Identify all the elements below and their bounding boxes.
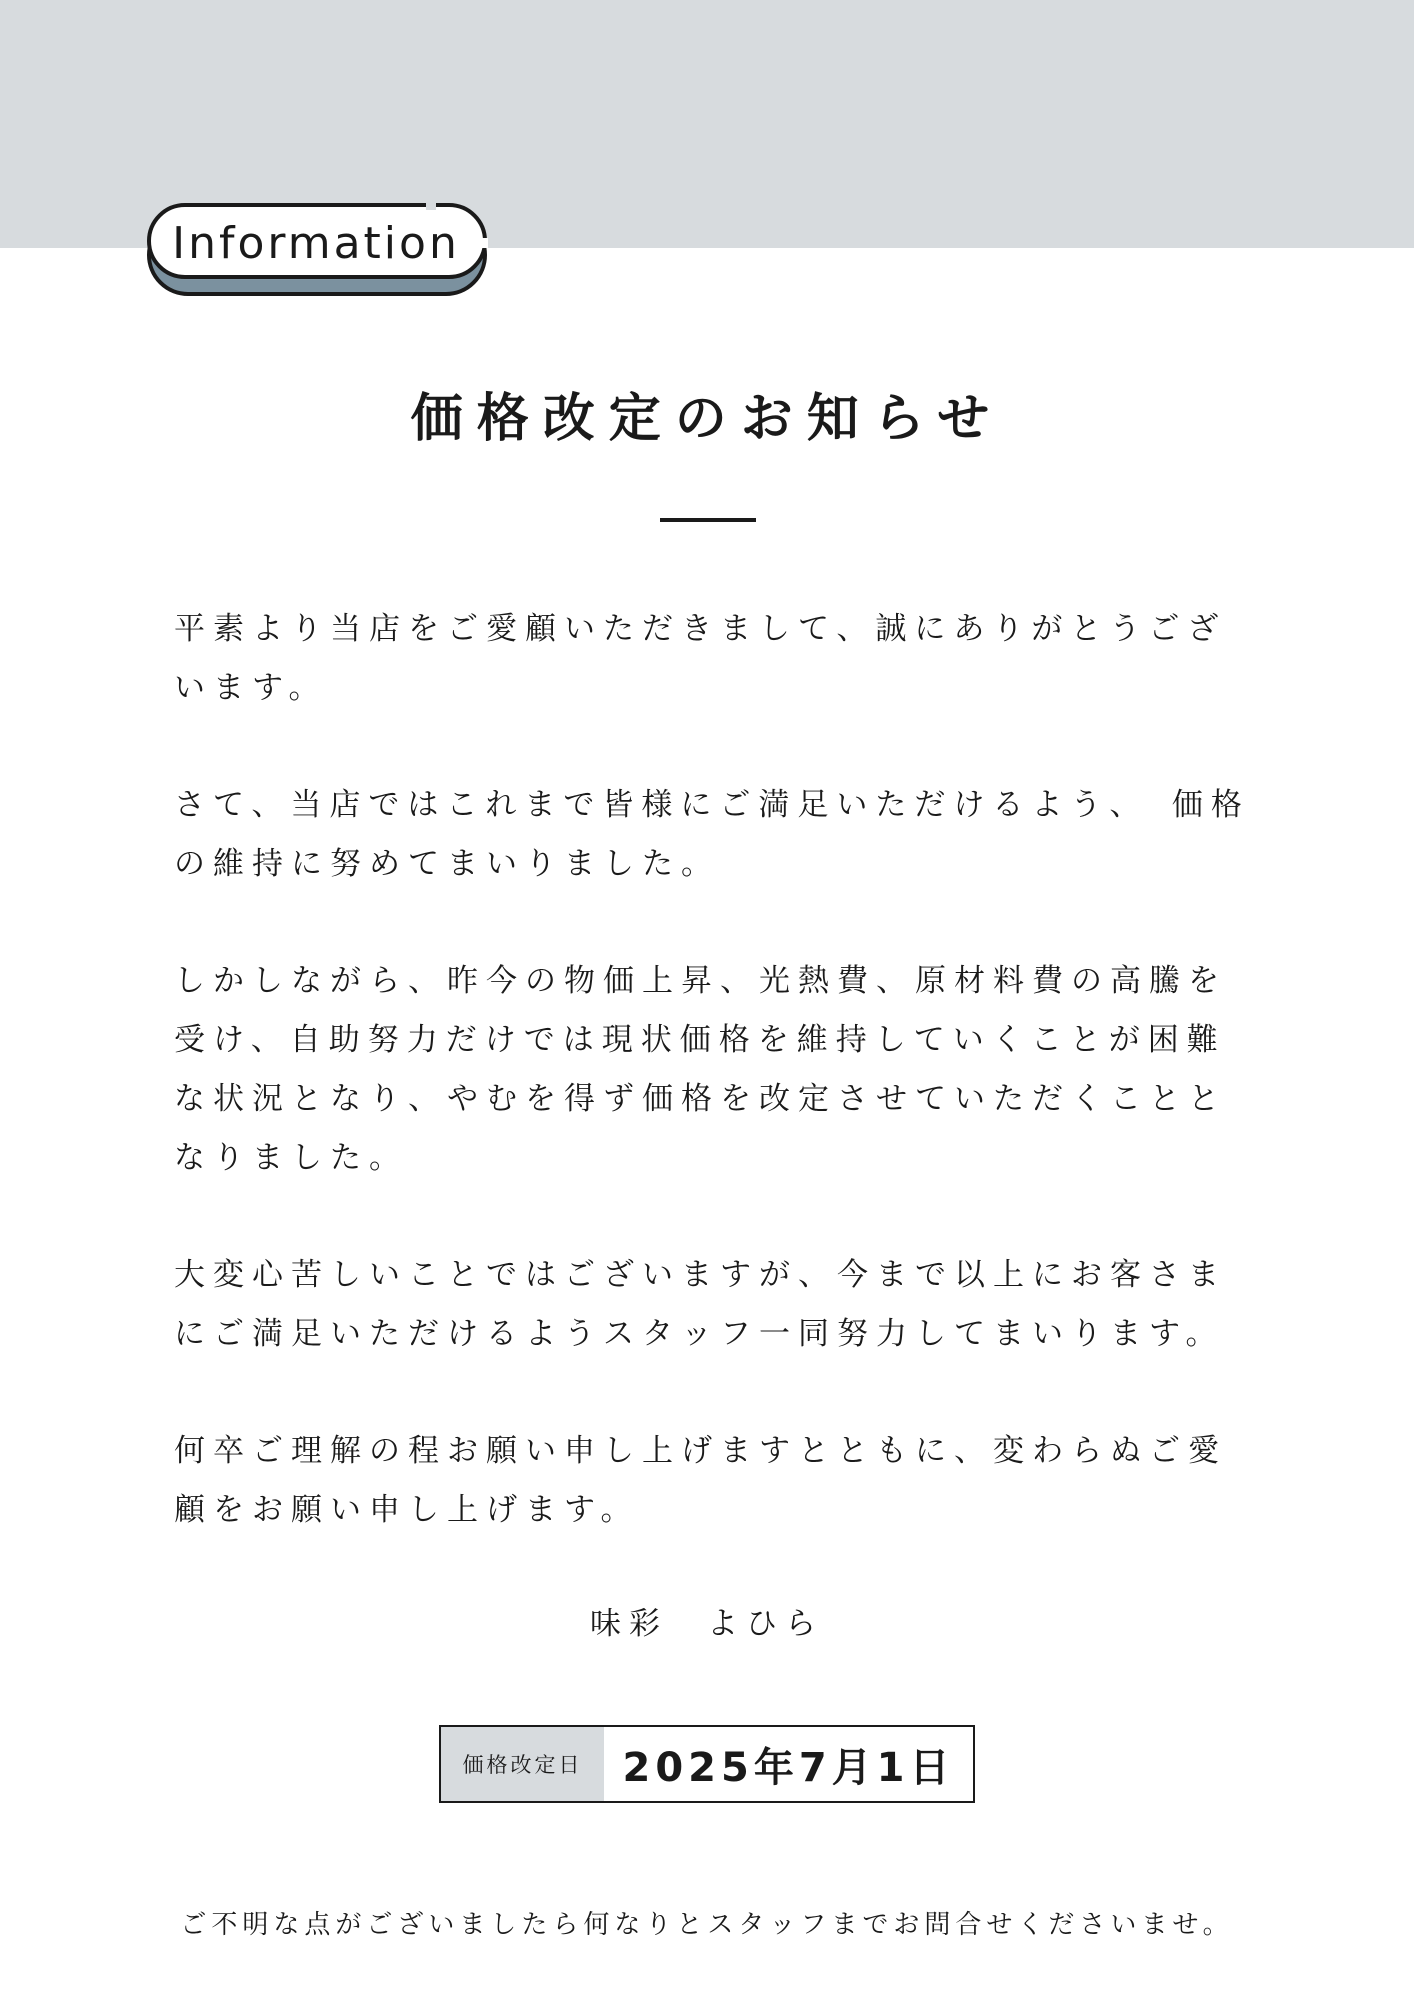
notice-body — [174, 600, 1254, 1598]
information-label: Information — [172, 218, 460, 269]
paragraph-closing: 何卒ご理解の程お願い申し上げますとともに、変わらぬご愛 顧をお願い申し上げます。 — [174, 1433, 1227, 1528]
information-badge — [146, 202, 492, 298]
paragraph-reason: しかしながら、昨今の物価上昇、光熱費、原材料費の高騰を 受け、自助努力だけでは現状価格を維持していくことが困難 な状況となり、やむを得ず価格を改定させていただくことと なりました。 — [174, 963, 1227, 1176]
revision-date-box — [439, 1725, 975, 1803]
paragraph-background: さて、当店ではこれまで皆様にご満足いただけるよう、 価格 の維持に努めてまいりました。 — [174, 787, 1250, 882]
paragraph-apology: 大変心苦しいことではございますが、今まで以上にお客さま にご満足いただけるようスタッフ一同努力してまいります。 — [174, 1257, 1227, 1352]
store-signature: 味彩 よひら — [590, 1606, 824, 1642]
revision-date-value: 2025年7月1日 — [622, 1744, 955, 1791]
revision-date-label: 価格改定日 — [441, 1727, 604, 1801]
footer-note: ご不明な点がございましたら何なりとスタッフまでお問合せくださいませ。 — [180, 1910, 1234, 1940]
title-divider — [660, 518, 756, 522]
paragraph-greeting: 平素より当店をご愛顧いただきまして、誠にありがとうござ います。 — [174, 611, 1227, 706]
page-title: 価格改定のお知らせ — [410, 389, 1004, 449]
